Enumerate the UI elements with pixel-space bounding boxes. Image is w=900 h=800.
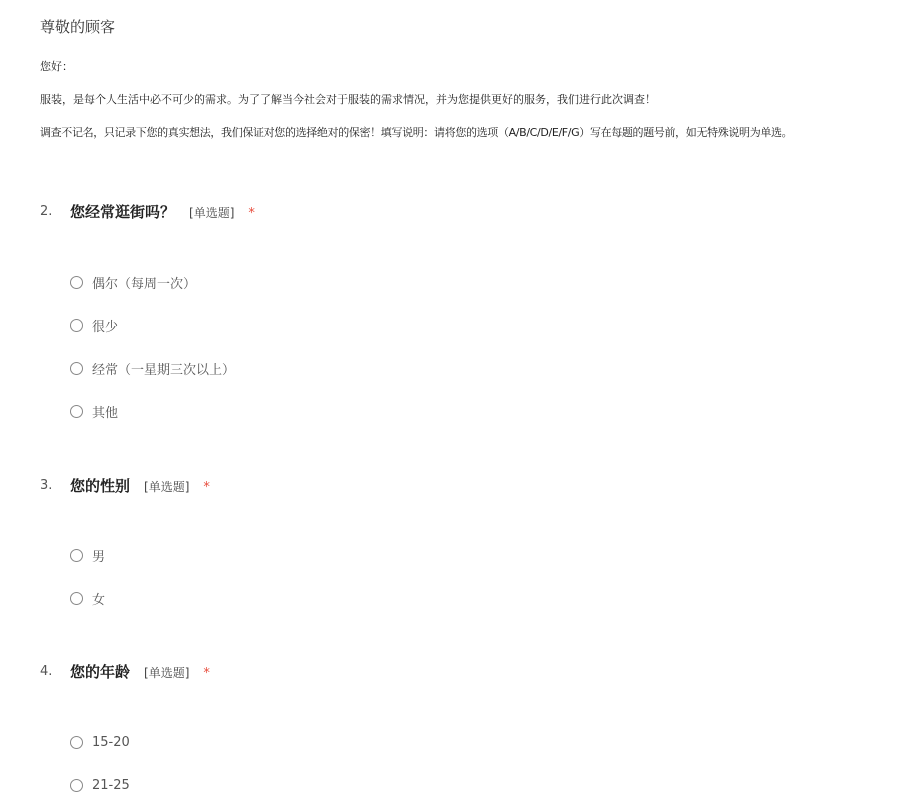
question-header: [40, 661, 880, 685]
option-rarely[interactable]: [70, 315, 118, 335]
radio-button[interactable]: [70, 405, 83, 418]
question-4: [40, 661, 880, 797]
option-label: 男: [92, 549, 106, 565]
option-label: 女: [92, 592, 106, 608]
question-title: [70, 661, 210, 682]
radio-button[interactable]: [70, 549, 83, 562]
option-label: 很少: [92, 319, 119, 335]
question-header: [40, 475, 880, 499]
option-occasionally[interactable]: [70, 272, 196, 292]
question-title-text: 您的性别: [70, 477, 131, 495]
radio-button[interactable]: [70, 276, 83, 289]
option-age-21-25[interactable]: [70, 775, 130, 795]
intro-greeting: 您好：: [40, 60, 73, 73]
radio-button[interactable]: [70, 592, 83, 605]
question-number: 2.: [40, 204, 53, 219]
option-label: 经常（一星期三次以上）: [92, 362, 236, 378]
radio-button[interactable]: [70, 319, 83, 332]
question-header: [40, 201, 880, 225]
radio-button[interactable]: [70, 362, 83, 375]
question-3: [40, 475, 880, 615]
option-male[interactable]: [70, 545, 105, 565]
question-number: 4.: [40, 664, 53, 679]
radio-button[interactable]: [70, 779, 83, 792]
option-often[interactable]: [70, 358, 235, 378]
question-number: 3.: [40, 478, 53, 493]
option-label: 21-25: [92, 777, 130, 793]
option-female[interactable]: [70, 588, 105, 608]
question-title-text: 您的年龄: [70, 663, 131, 681]
intro-paragraph-2: 调查不记名，只记录下您的真实想法，我们保证对您的选择绝对的保密！填写说明：请将您的选项（A/B/C/D/E/F/G）写在每题的题号前，如无特殊说明为单选。: [40, 126, 793, 139]
radio-button[interactable]: [70, 736, 83, 749]
question-2: [40, 201, 880, 431]
option-label: 15-20: [92, 734, 130, 750]
question-title: [70, 475, 210, 496]
required-marker: *: [248, 206, 255, 221]
question-title: [70, 201, 255, 222]
question-title-text: 您经常逛街吗？: [70, 203, 176, 221]
option-label: 偶尔（每周一次）: [92, 276, 197, 292]
question-type: [单选题]: [189, 206, 235, 220]
option-other[interactable]: [70, 401, 118, 421]
option-age-15-20[interactable]: [70, 732, 130, 752]
required-marker: *: [203, 480, 210, 495]
question-type: [单选题]: [144, 480, 190, 494]
option-label: 其他: [92, 405, 119, 421]
intro-title: 尊敬的顾客: [40, 18, 116, 36]
required-marker: *: [203, 666, 210, 681]
question-type: [单选题]: [144, 666, 190, 680]
intro-paragraph-1: 服装，是每个人生活中必不可少的需求。为了了解当今社会对于服装的需求情况，并为您提供更好的服务，我们进行此次调查！: [40, 93, 656, 106]
